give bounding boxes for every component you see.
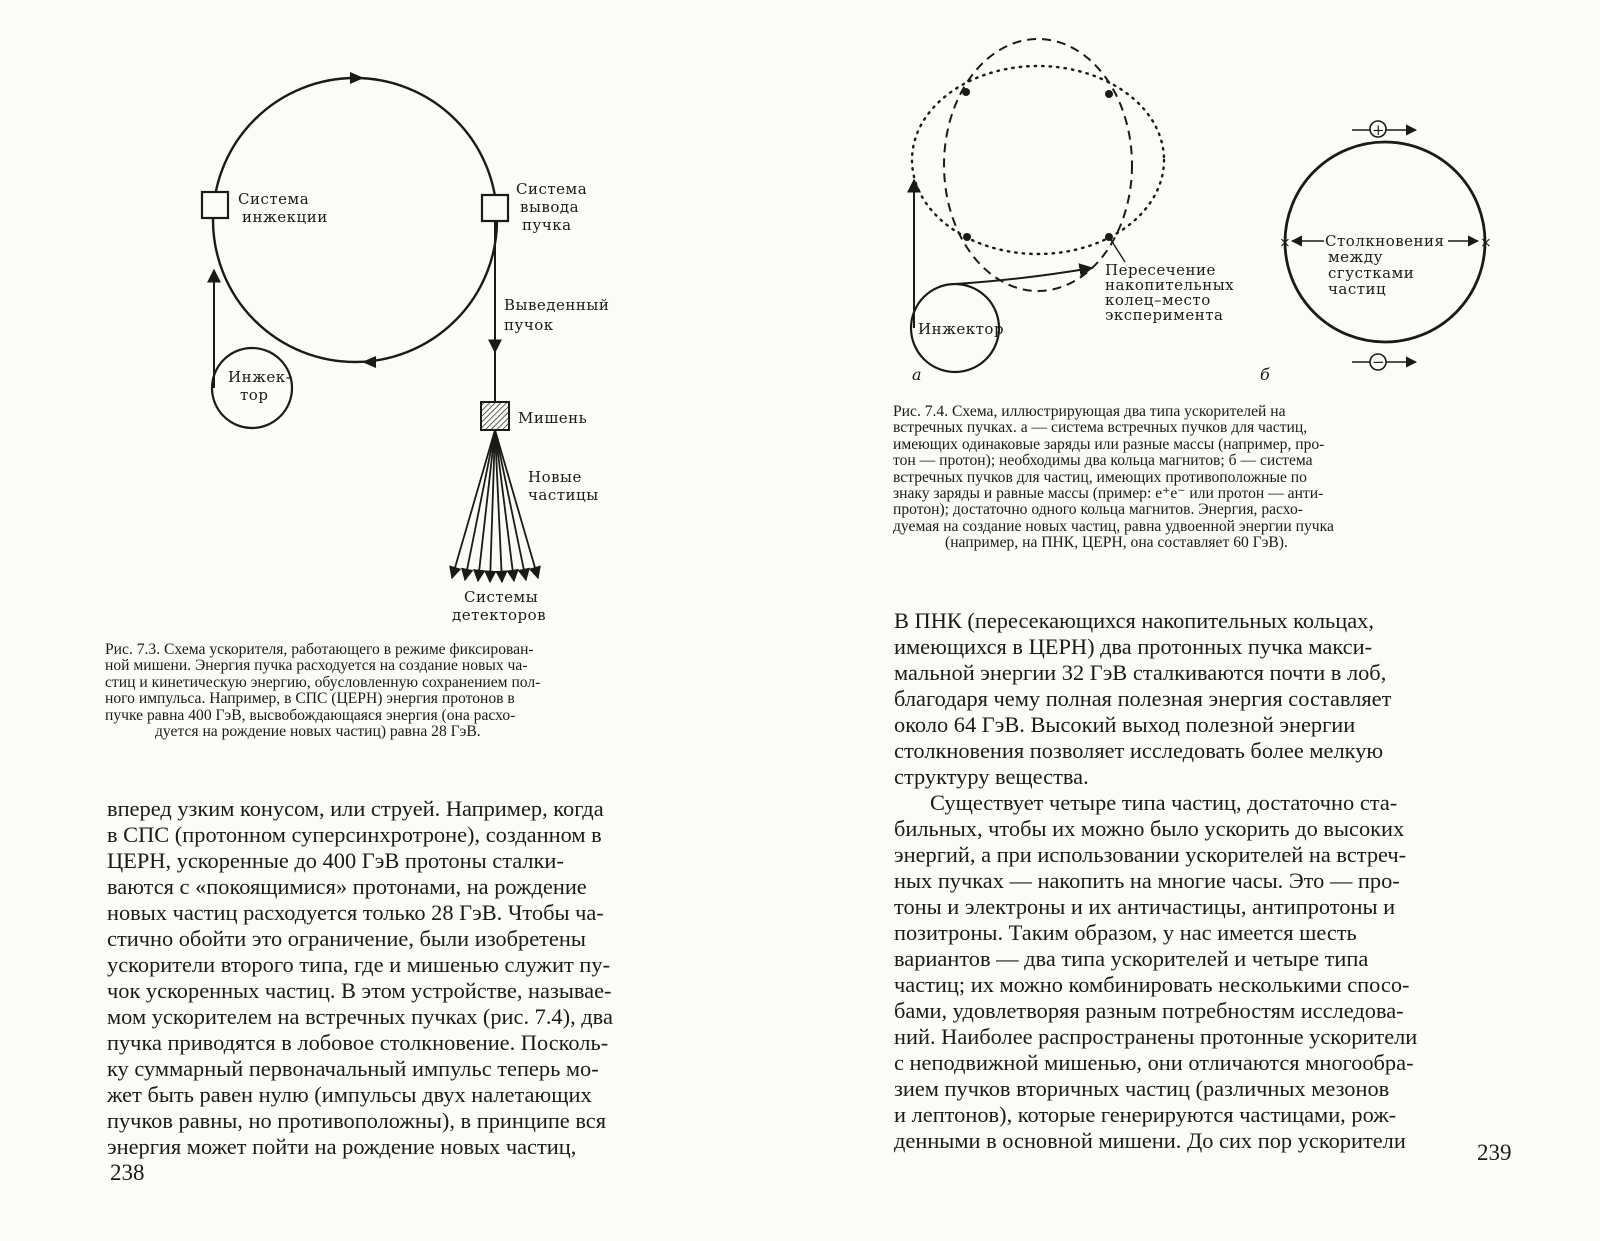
text-line: мом ускорителем на встречных пучках (рис. 7.4), два [107, 1004, 613, 1029]
caption-line: протон); достаточно одного кольца магнитов. Энергия, расхо- [893, 501, 1303, 519]
label-new-particles-1: Новые [528, 468, 582, 486]
label-intersection-2: накопительных [1105, 276, 1235, 294]
text-line: ЦЕРН, ускоренные до 400 ГэВ протоны сталки- [107, 848, 564, 873]
label-injector-a: Инжектор [918, 320, 1005, 338]
text-line: Существует четыре типа частиц, достаточно ста- [930, 790, 1398, 815]
text-line: жет быть равен нулю (импульсы двух налетающих [107, 1082, 592, 1107]
text-line: около 64 ГэВ. Высокий выход полезной энергии [894, 712, 1356, 737]
caption-line: Рис. 7.3. Схема ускорителя, работающего в режиме фиксирован- [105, 641, 534, 658]
text-line: ку суммарный первоначальный импульс теперь мо- [107, 1056, 599, 1081]
text-line: структуру вещества. [894, 764, 1089, 789]
caption-line: Рис. 7.4. Схема, иллюстрирующая два типа ускорителей на [893, 403, 1286, 420]
label-detectors-1: Системы [464, 588, 539, 606]
label-collisions-3: сгустками [1328, 264, 1415, 282]
new-particle-rays [452, 430, 538, 582]
text-line: новых частиц расходуется только 28 ГэВ. Чтобы ча- [107, 900, 604, 925]
page-number-right: 239 [1477, 1140, 1512, 1165]
figure-7-4 [900, 30, 1520, 390]
label-intersection-3: колец–место [1105, 291, 1211, 309]
injection-system-box [202, 192, 228, 218]
label-extracted-beam-2: пучок [504, 316, 554, 334]
text-line: вперед узким конусом, или струей. Например, когда [107, 796, 604, 821]
intersection-point [1105, 90, 1113, 98]
caption-line: дуется на рождение новых частиц) равна 28 ГэВ. [155, 723, 481, 741]
text-line: ускорители второго типа, где и мишенью служит пу- [107, 952, 611, 977]
caption-line: встречных пучках. а — система встречных пучков для частиц, [893, 419, 1308, 437]
text-line: бильных, чтобы их можно было ускорить до высоких [894, 816, 1405, 841]
intersection-point [1105, 233, 1113, 241]
label-intersection-4: эксперимента [1105, 306, 1224, 324]
text-line: чок ускоренных частиц. В этом устройстве, называе- [107, 978, 612, 1003]
intersection-point [963, 233, 971, 241]
figure-7-3-caption [105, 642, 725, 740]
label-extraction-system-3: пучка [522, 216, 572, 234]
text-line: мальной энергии 32 ГэВ сталкиваются почти в лоб, [894, 660, 1387, 685]
label-collisions-4: частиц [1328, 280, 1387, 298]
text-line: вариантов — два типа ускорителей и четыре типа [894, 946, 1369, 971]
left-body-text [107, 796, 613, 1160]
text-line: бами, удовлетворяя разным потребностям исследова- [894, 998, 1404, 1023]
figure-7-4-caption [893, 404, 1513, 552]
caption-line: пучке равна 400 ГэВ, высвобождающаяся энергия (она расхо- [105, 706, 516, 724]
injector-line-b [955, 268, 1092, 284]
label-extracted-beam-1: Выведенный [504, 296, 610, 314]
ring-arrow-top-icon [350, 72, 364, 84]
text-line: денными в основной мишени. До сих пор ускорители [894, 1128, 1406, 1153]
label-extraction-system-1: Система [516, 180, 588, 198]
label-injector-1: Инжек- [228, 368, 292, 386]
intersection-point [962, 88, 970, 96]
caption-line: (например, на ПНК, ЦЕРН, она составляет 60 ГэВ). [945, 534, 1288, 552]
text-line: зием пучков вторичных частиц (различных мезонов [894, 1076, 1390, 1101]
text-line: благодаря чему полная полезная энергия составляет [894, 686, 1392, 711]
text-line: имеющихся в ЦЕРН) два протонных пучка макси- [894, 634, 1373, 659]
text-line: тоны и электроны и их античастицы, антипротоны и [894, 894, 1396, 919]
caption-line: стиц и кинетическую энергию, обусловленную сохранением пол- [105, 673, 541, 691]
label-target: Мишень [518, 409, 588, 427]
label-panel-b: б [1260, 365, 1270, 384]
plus-sign: + [1372, 121, 1385, 139]
intersection-pointer [1111, 240, 1125, 262]
text-line: ваются с «покоящимися» протонами, на рождение [107, 874, 587, 899]
label-injection-system-1: Система [238, 190, 310, 208]
extraction-system-box [482, 195, 508, 221]
text-line: пучков равны, но противоположны), в принципе вся [107, 1108, 607, 1133]
text-line: пучка приводятся в лобовое столкновение. Посколь- [107, 1030, 609, 1055]
target-box [481, 402, 509, 430]
label-collisions-2: между [1328, 248, 1383, 266]
minus-sign: − [1372, 353, 1385, 371]
caption-line: знаку заряды и равные массы (пример: e⁺e⁻ или протон — анти- [893, 485, 1324, 503]
caption-line: встречных пучков для частиц, имеющих противоположные по [893, 468, 1307, 486]
text-line: ных пучках — накопить на многие часы. Это — про- [894, 868, 1400, 893]
text-line: и лептонов), которые генерируются частицами, рож- [894, 1102, 1397, 1127]
label-panel-a: а [912, 365, 922, 384]
text-line: частиц; их можно комбинировать несколькими спосо- [894, 972, 1410, 997]
storage-ring-dotted [912, 66, 1164, 254]
text-line: стично обойти это ограничение, были изобретены [107, 926, 586, 951]
label-detectors-2: детекторов [452, 606, 547, 624]
collision-cross-icon: × [1480, 235, 1492, 251]
label-injection-system-2: инжекции [242, 208, 328, 226]
text-line: позитроны. Таким образом, у нас имеется шесть [894, 920, 1357, 945]
label-extraction-system-2: вывода [520, 198, 580, 216]
label-collisions-1: Столкновения [1325, 232, 1445, 250]
figure-7-3 [180, 50, 640, 640]
caption-line: тон — протон); необходимы два кольца магнитов; б — система [893, 452, 1313, 470]
collision-cross-icon: × [1279, 235, 1291, 251]
text-line: с неподвижной мишенью, они отличаются многообра- [894, 1050, 1414, 1075]
caption-line: дуемая на создание новых частиц, равна удвоенной энергии пучка [893, 517, 1334, 535]
label-injector-2: тор [240, 386, 269, 404]
label-new-particles-2: частицы [528, 486, 599, 504]
text-line: энергия может пойти на рождение новых частиц, [107, 1134, 577, 1159]
ring-arrow-bottom-icon [362, 356, 376, 368]
text-line: энергий, а при использовании ускорителей на встреч- [894, 842, 1407, 867]
text-line: в СПС (протонном суперсинхротроне), созданном в [107, 822, 602, 847]
right-page [800, 0, 1600, 1241]
right-body-text [894, 608, 1417, 1154]
caption-line: ной мишени. Энергия пучка расходуется на создание новых ча- [105, 657, 528, 675]
text-line: В ПНК (пересекающихся накопительных кольцах, [894, 608, 1374, 633]
page-number-left: 238 [110, 1160, 145, 1185]
caption-line: ного импульса. Например, в СПС (ЦЕРН) энергия протонов в [105, 690, 515, 708]
caption-line: имеющих одинаковые заряды или разные массы (например, про- [893, 435, 1325, 453]
text-line: столкновения позволяет исследовать более мелкую [894, 738, 1384, 763]
text-line: ний. Наиболее распространены протонные ускорители [894, 1024, 1418, 1049]
label-intersection-1: Пересечение [1105, 261, 1216, 279]
